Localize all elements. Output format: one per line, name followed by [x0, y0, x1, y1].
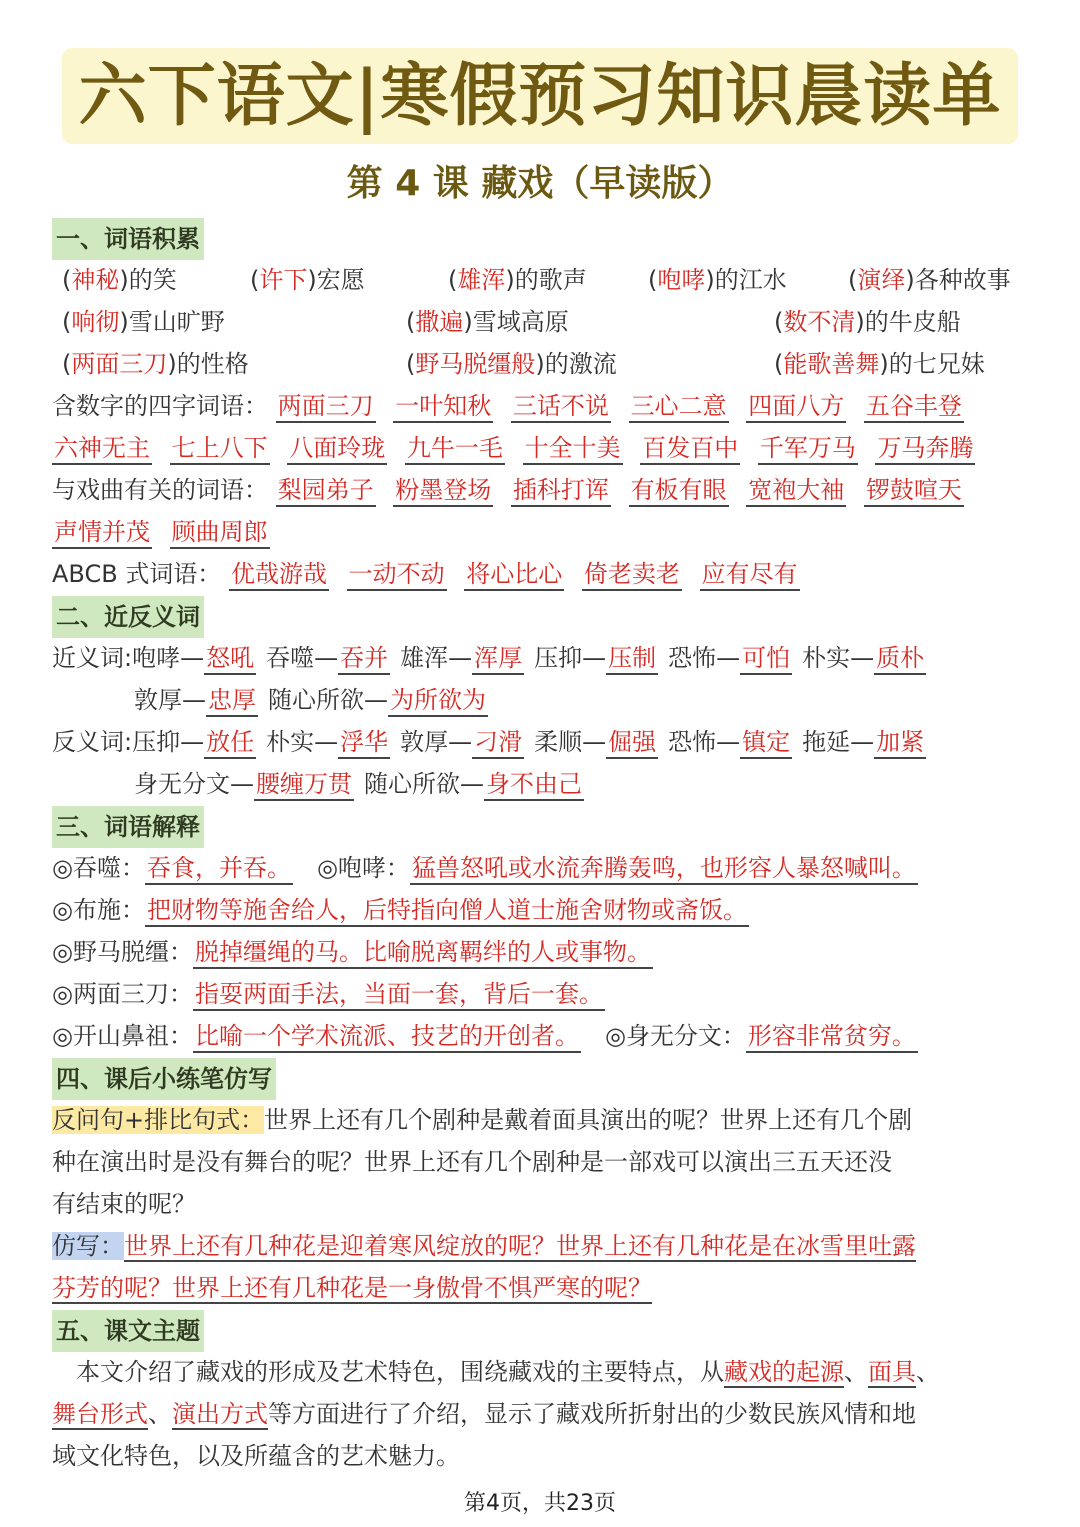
practice-line: 种在演出时是没有舞台的呢？世界上还有几个剧种是一部戏可以演出三五天还没: [52, 1148, 892, 1176]
idiom: 百发百中: [640, 433, 740, 465]
section-heading-synonyms: 二、近反义词: [52, 596, 204, 638]
definition-text: 形容非常贫穷。: [746, 1021, 918, 1053]
definition-text: 脱掉缰绳的马。比喻脱离羁绊的人或事物。: [193, 937, 653, 969]
section-heading-definitions: 三、词语解释: [52, 806, 204, 848]
synonym: 忠厚: [206, 685, 258, 717]
definition-row: [52, 1016, 1032, 1056]
phrase-item: (野马脱缰般)的激流: [406, 350, 617, 378]
idiom: 三心二意: [629, 391, 729, 423]
opera-words-row: [52, 512, 1032, 552]
idiom: 一动不动: [347, 559, 447, 591]
idiom: 八面玲珑: [287, 433, 387, 465]
definition-row: [52, 890, 1032, 930]
definition-term: ◎身无分文：: [604, 1022, 746, 1050]
idiom: 粉墨登场: [393, 475, 493, 507]
idiom: 将心比心: [464, 559, 564, 591]
phrase-item: (神秘)的笑: [62, 266, 177, 294]
theme-line: 域文化特色，以及所蕴含的艺术魅力。: [52, 1442, 460, 1470]
synonym: 质朴: [874, 643, 926, 675]
synonym: 为所欲为: [388, 685, 488, 717]
theme-keyword: 面具: [868, 1358, 916, 1386]
abcb-words-row: [52, 554, 1032, 594]
idiom: 倚老卖老: [582, 559, 682, 591]
idiom: 六神无主: [52, 433, 152, 465]
definition-term: ◎吞噬：: [52, 854, 145, 882]
antonym: 刁滑: [472, 727, 524, 759]
abcb-words-label: ABCB 式词语：: [52, 560, 222, 588]
antonym: 浮华: [338, 727, 390, 759]
synonym: 浑厚: [472, 643, 524, 675]
definition-text: 把财物等施舍给人，后特指向僧人道士施舍财物或斋饭。: [145, 895, 749, 927]
antonym: 加紧: [874, 727, 926, 759]
imitation-line: [52, 1268, 1032, 1308]
definition-text: 猛兽怒吼或水流奔腾轰鸣，也形容人暴怒喊叫。: [410, 853, 918, 885]
idiom: 插科打诨: [511, 475, 611, 507]
phrase-item: (能歌善舞)的七兄妹: [774, 350, 985, 378]
antonym: 身不由己: [484, 769, 584, 801]
theme-keyword: 舞台形式: [52, 1400, 148, 1428]
definition-term: ◎开山鼻祖：: [52, 1022, 193, 1050]
antonym: 倔强: [606, 727, 658, 759]
theme-line: 舞台形式、演出方式等方面进行了介绍，显示了藏戏所折射出的少数民族风情和地: [52, 1400, 916, 1428]
practice-label: 反问句+排比句式：: [52, 1106, 265, 1134]
idiom: 应有尽有: [700, 559, 800, 591]
definition-row: [52, 932, 1032, 972]
theme-keyword: 演出方式: [172, 1400, 268, 1428]
idiom: 梨园弟子: [276, 475, 376, 507]
synonym: 怒吼: [204, 643, 256, 675]
definition-term: ◎野马脱缰：: [52, 938, 193, 966]
phrase-item: (演绎)各种故事: [848, 266, 1011, 294]
definition-term: ◎布施：: [52, 896, 145, 924]
idiom: 五谷丰登: [864, 391, 964, 423]
numeric-words-row: [52, 386, 1032, 426]
idiom: 十全十美: [523, 433, 623, 465]
synonym: 压制: [606, 643, 658, 675]
theme-keyword: 藏戏的起源: [724, 1358, 844, 1386]
phrase-item: (咆哮)的江水: [648, 266, 787, 294]
section-heading-practice: 四、课后小练笔仿写: [52, 1058, 276, 1100]
synonyms-label: 近义词:: [52, 644, 133, 672]
idiom: 两面三刀: [276, 391, 376, 423]
synonym: 可怕: [740, 643, 792, 675]
practice-line: [52, 1100, 1032, 1140]
antonyms-row: 身无分文—腰缠万贯 随心所欲—身不由己: [134, 764, 1034, 804]
definition-text: 比喻一个学术流派、技艺的开创者。: [193, 1021, 581, 1053]
phrase-row: [52, 302, 1032, 342]
antonyms-label: 反义词:: [52, 728, 133, 756]
idiom: 宽袍大袖: [746, 475, 846, 507]
antonym: 腰缠万贯: [254, 769, 354, 801]
idiom: 声情并茂: [52, 517, 152, 549]
phrase-item: (两面三刀)的性格: [62, 350, 249, 378]
opera-words-row: [52, 470, 1032, 510]
idiom: 万马奔腾: [875, 433, 975, 465]
section-heading-theme: 五、课文主题: [52, 1310, 204, 1352]
theme-line: 本文介绍了藏戏的形成及艺术特色，围绕藏戏的主要特点，从藏戏的起源、面具、: [76, 1358, 940, 1386]
idiom: 有板有眼: [629, 475, 729, 507]
synonyms-row: 近义词:咆哮—怒吼 吞噬—吞并 雄浑—浑厚 压抑—压制 恐怖—可怕 朴实—质朴: [52, 638, 1032, 678]
example-text: 世界上还有几个剧种是戴着面具演出的呢？世界上还有几个剧: [264, 1106, 913, 1134]
idiom: 四面八方: [746, 391, 846, 423]
synonyms-row: 敦厚—忠厚 随心所欲—为所欲为: [134, 680, 1034, 720]
lesson-subtitle: 第 4 课 藏戏（早读版）: [346, 163, 734, 204]
idiom: 七上八下: [170, 433, 270, 465]
phrase-item: (撒遍)雪域高原: [406, 308, 569, 336]
idiom: 顾曲周郎: [170, 517, 270, 549]
synonym: 吞并: [338, 643, 390, 675]
page-title: 六下语文|寒假预习知识晨读单: [78, 56, 1002, 136]
definition-text: 指耍两面手法，当面一套，背后一套。: [193, 979, 605, 1011]
definition-row: [52, 974, 1032, 1014]
idiom: 一叶知秋: [393, 391, 493, 423]
idiom: 优哉游哉: [229, 559, 329, 591]
imitation-line: [52, 1226, 1032, 1266]
definition-row: [52, 848, 1032, 888]
antonym: 镇定: [740, 727, 792, 759]
antonyms-row: 反义词:压抑—放任 朴实—浮华 敦厚—刁滑 柔顺—倔强 恐怖—镇定 拖延—加紧: [52, 722, 1032, 762]
idiom: 三话不说: [511, 391, 611, 423]
phrase-item: (雄浑)的歌声: [448, 266, 587, 294]
idiom: 千军万马: [758, 433, 858, 465]
idiom: 锣鼓喧天: [864, 475, 964, 507]
definition-term: ◎咆哮：: [316, 854, 410, 882]
practice-line: 有结束的呢？: [52, 1190, 196, 1218]
phrase-item: (许下)宏愿: [250, 266, 365, 294]
phrase-row: [52, 260, 1032, 300]
definition-term: ◎两面三刀：: [52, 980, 193, 1008]
numeric-words-label: 含数字的四字词语：: [52, 392, 268, 420]
phrase-item: (数不清)的牛皮船: [774, 308, 961, 336]
antonym: 放任: [204, 727, 256, 759]
numeric-words-row: [52, 428, 1032, 468]
phrase-item: (响彻)雪山旷野: [62, 308, 225, 336]
definition-text: 吞食，并吞。: [145, 853, 293, 885]
imitation-answer: 世界上还有几种花是迎着寒风绽放的呢？世界上还有几种花是在冰雪里吐露: [124, 1232, 916, 1260]
opera-words-label: 与戏曲有关的词语：: [52, 476, 268, 504]
imitation-label: 仿写：: [52, 1232, 124, 1260]
section-heading-vocabulary: 一、词语积累: [52, 218, 204, 260]
page-number: 第4页，共23页: [464, 1491, 616, 1516]
imitation-answer: 芬芳的呢？世界上还有几种花是一身傲骨不惧严寒的呢？: [52, 1274, 652, 1302]
phrase-row: [52, 344, 1032, 384]
idiom: 九牛一毛: [405, 433, 505, 465]
